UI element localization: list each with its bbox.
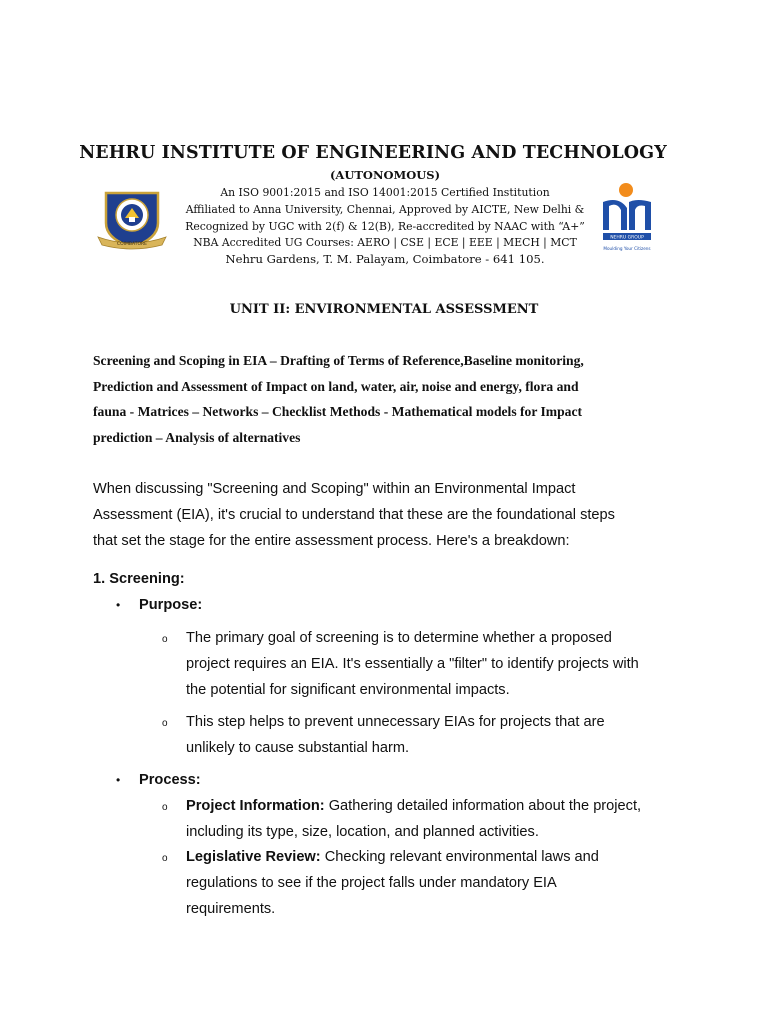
accreditation-line: Affiliated to Anna University, Chennai, Approved by AICTE, New Delhi &: [185, 203, 585, 216]
process-item-line: requirements.: [186, 901, 276, 917]
sub-bullet-marker: o: [162, 802, 168, 813]
unit-title: UNIT II: ENVIRONMENTAL ASSESSMENT: [229, 302, 539, 317]
bullet-marker: •: [116, 773, 121, 787]
emblem-ribbon-text: COIMBATORE: [117, 242, 147, 247]
process-item-line: regulations to see if the project falls under mandatory EIA: [186, 875, 557, 891]
accreditation-line: NBA Accredited UG Courses: AERO | CSE | ECE | EEE | MECH | MCT: [193, 236, 577, 249]
purpose-item-line: The primary goal of screening is to determine whether a proposed: [186, 630, 612, 646]
logo-brand-text: NEHRU GROUP: [610, 235, 644, 241]
intro-line: Assessment (EIA), it's crucial to understand that these are the foundational steps: [93, 507, 615, 523]
syllabus-line: prediction – Analysis of alternatives: [93, 430, 301, 446]
purpose-label: Purpose:: [139, 597, 203, 613]
intro-line: When discussing "Screening and Scoping" within an Environmental Impact: [93, 481, 576, 497]
purpose-item-line: project requires an EIA. It's essentially a "filter" to identify projects with: [186, 656, 639, 672]
intro-paragraph: [93, 476, 683, 554]
accreditation-line: An ISO 9001:2015 and ISO 14001:2015 Certified Institution: [220, 186, 550, 199]
syllabus-block: [93, 348, 673, 451]
sub-bullet-marker: o: [162, 718, 168, 729]
process-item-title: Project Information:: [186, 798, 325, 814]
syllabus-line: Screening and Scoping in EIA – Drafting of Terms of Reference,Baseline monitoring,: [93, 353, 584, 368]
purpose-item: [186, 709, 676, 761]
process-item: [186, 793, 686, 845]
institution-name: NEHRU INSTITUTE OF ENGINEERING AND TECHNOLOGY: [79, 143, 667, 163]
autonomous-label: (AUTONOMOUS): [329, 168, 441, 182]
syllabus-line: Prediction and Assessment of Impact on land, water, air, noise and energy, flora and: [93, 378, 579, 394]
purpose-item-line: This step helps to prevent unnecessary EIAs for projects that are: [186, 714, 605, 730]
process-item-text: Gathering detailed information about the project,: [324, 798, 642, 814]
sub-bullet-marker: o: [162, 634, 168, 645]
section-heading-screening: 1. Screening:: [93, 571, 185, 587]
process-label: Process:: [139, 772, 201, 788]
institution-address: Nehru Gardens, T. M. Palayam, Coimbatore - 641 105.: [225, 252, 545, 266]
institution-emblem-logo: [96, 187, 168, 251]
process-item-text: Checking relevant environmental laws and: [320, 849, 599, 865]
nehru-group-logo: [599, 182, 653, 254]
purpose-item-line: the potential for significant environmental impacts.: [186, 682, 510, 698]
purpose-item: [186, 625, 676, 703]
sub-bullet-marker: o: [162, 853, 168, 864]
bullet-marker: •: [116, 598, 121, 612]
purpose-item-line: unlikely to cause substantial harm.: [186, 740, 410, 756]
intro-line: that set the stage for the entire assessment process. Here's a breakdown:: [93, 533, 570, 549]
syllabus-line: fauna - Matrices – Networks – Checklist Methods - Mathematical models for Impact: [93, 404, 583, 420]
process-item: [186, 844, 686, 922]
process-item-line: including its type, size, location, and planned activities.: [186, 824, 539, 840]
logo-tagline: Moulding Your Citizens: [603, 246, 651, 251]
process-item-title: Legislative Review:: [186, 849, 321, 865]
accreditation-line: Recognized by UGC with 2(f) & 12(B), Re-accredited by NAAC with “A+”: [185, 220, 585, 233]
